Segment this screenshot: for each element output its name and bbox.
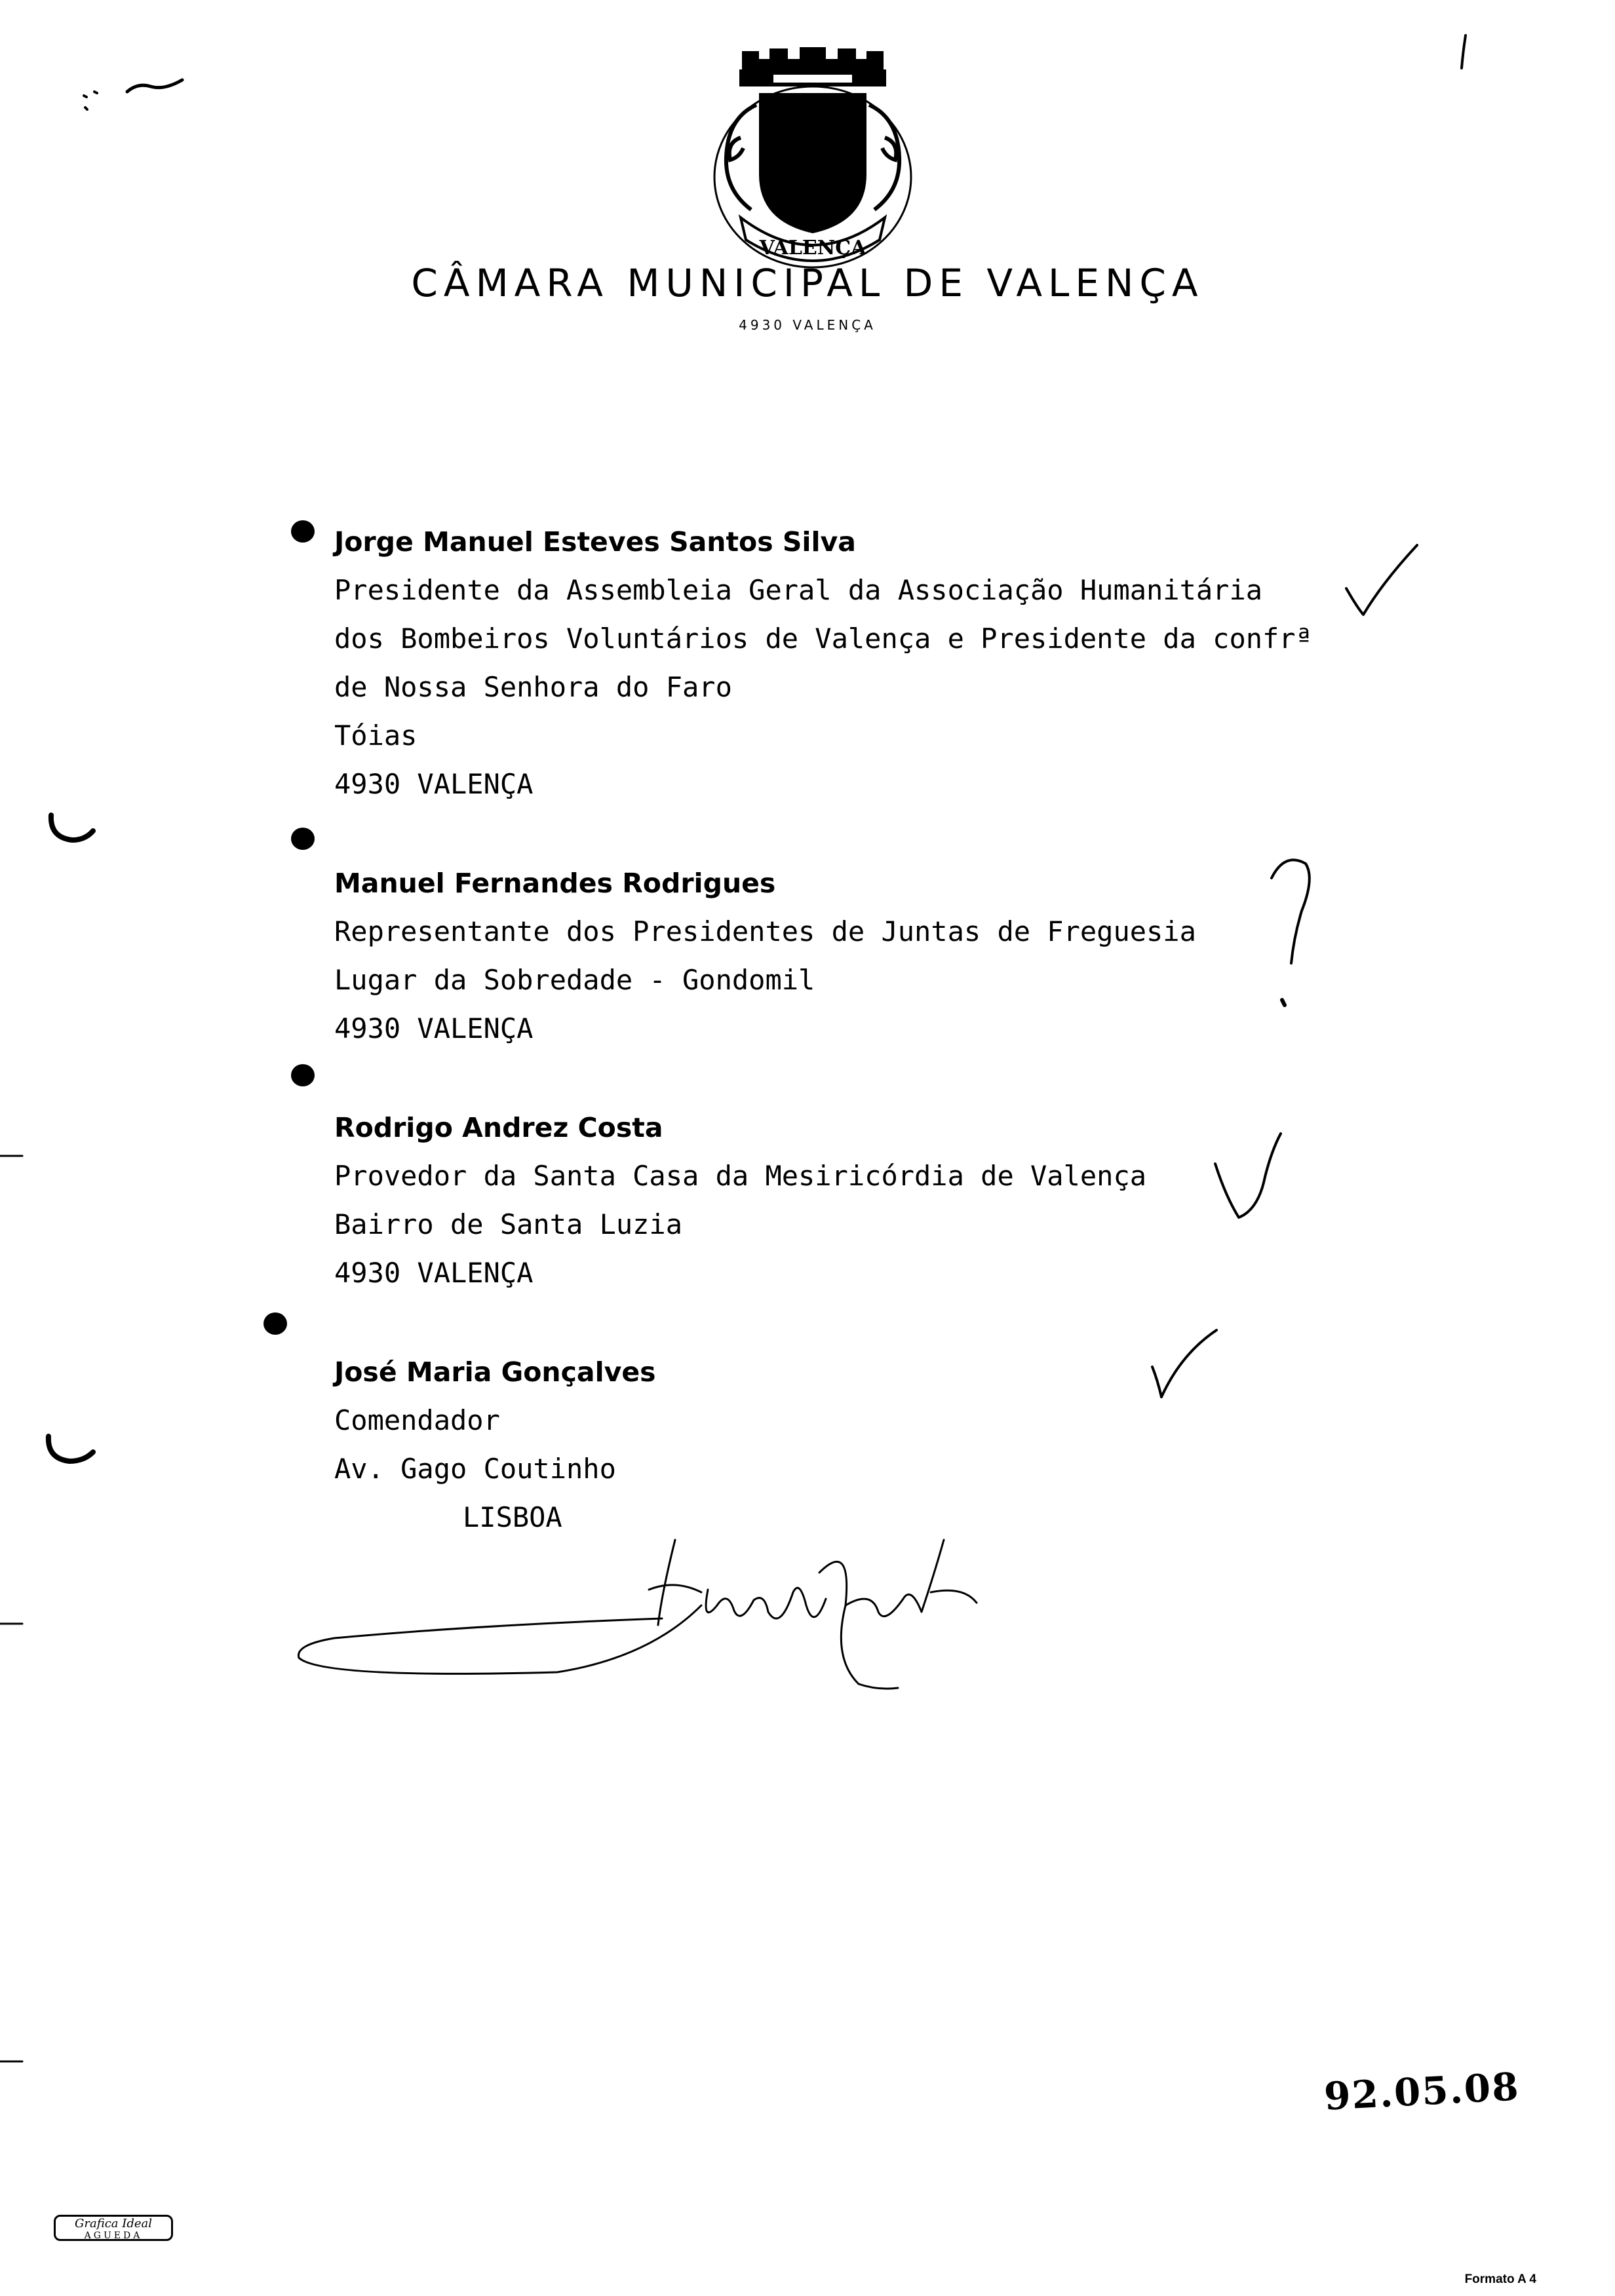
recipient-detail-line: Tóias <box>334 719 418 752</box>
crest-banner-text: VALENÇA <box>759 237 866 259</box>
recipient-name: José Maria Gonçalves <box>334 1356 656 1388</box>
check-mark-icon <box>1148 1328 1220 1400</box>
recipient-name: Manuel Fernandes Rodrigues <box>334 868 776 899</box>
check-mark-icon <box>1344 543 1422 621</box>
recipient-entry <box>334 1103 1357 1297</box>
question-mark-icon <box>1265 852 1317 1009</box>
bullet-mark <box>291 520 315 543</box>
recipient-city-line: LISBOA <box>463 1501 562 1533</box>
municipal-crest-logo <box>701 46 924 269</box>
recipient-detail-line: Bairro de Santa Luzia <box>334 1208 683 1240</box>
recipient-detail-line: Representante dos Presidentes de Juntas de Freguesia <box>334 915 1196 947</box>
recipient-detail-line: dos Bombeiros Voluntários de Valença e Presidente da confrª <box>334 622 1312 655</box>
paper-format-label: Formato A 4 <box>1464 2272 1536 2286</box>
margin-tick-icon <box>43 1432 100 1472</box>
municipality-postal-line: 4930 VALENÇA <box>739 317 876 333</box>
recipient-detail-line: Av. Gago Coutinho <box>334 1453 616 1485</box>
recipient-postal-line: 4930 VALENÇA <box>334 768 534 800</box>
handwritten-date: 92.05.08 <box>1323 2064 1521 2119</box>
recipient-postal-line: 4930 VALENÇA <box>334 1257 534 1289</box>
municipality-title: CÂMARA MUNICIPAL DE VALENÇA <box>411 261 1204 305</box>
printer-city: AGUEDA <box>84 2230 143 2241</box>
recipient-name: Jorge Manuel Esteves Santos Silva <box>334 526 856 558</box>
recipient-entry <box>334 518 1357 809</box>
check-mark-icon <box>1213 1131 1291 1229</box>
recipient-detail-line: de Nossa Senhora do Faro <box>334 671 732 703</box>
margin-tick-icon <box>46 811 98 851</box>
recipient-name: Rodrigo Andrez Costa <box>334 1112 663 1143</box>
corner-scribble-icon <box>79 66 190 111</box>
punch-mark-icon <box>0 1621 26 1628</box>
recipient-detail-line: Lugar da Sobredade - Gondomil <box>334 964 815 996</box>
signature-graphic <box>282 1527 990 1697</box>
bullet-mark <box>263 1312 287 1335</box>
punch-mark-icon <box>0 1153 26 1160</box>
recipient-detail-line: Presidente da Assembleia Geral da Associação Humanitária <box>334 574 1263 606</box>
recipient-entry <box>334 859 1357 1053</box>
bullet-mark <box>291 828 315 850</box>
punch-mark-icon <box>0 2059 26 2065</box>
recipient-detail-line: Provedor da Santa Casa da Mesiricórdia de Valença <box>334 1160 1147 1192</box>
recipient-postal-line: 4930 VALENÇA <box>334 1012 534 1044</box>
recipient-detail-line: Comendador <box>334 1404 500 1436</box>
bullet-mark <box>291 1064 315 1086</box>
printer-name: Grafica Ideal <box>74 2217 153 2230</box>
corner-tick-icon <box>1458 33 1471 72</box>
printer-stamp-logo <box>54 2215 173 2241</box>
